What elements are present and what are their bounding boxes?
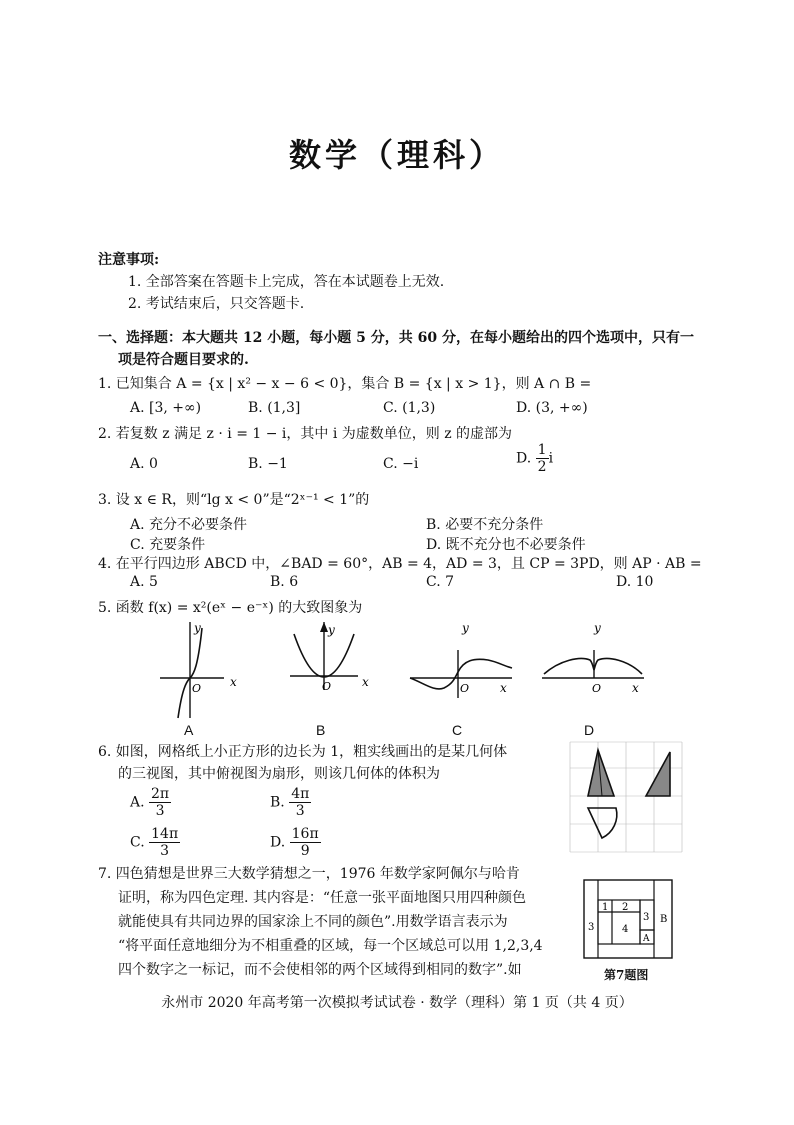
q1-option-a: A. [3, +∞): [130, 400, 202, 416]
section1-line2: 项是符合题目要求的.: [118, 352, 249, 368]
q7-fig-label-b: B: [660, 914, 668, 925]
q7-fig-label-3b: 3: [643, 912, 650, 923]
q2-option-d: [516, 442, 553, 475]
q5-a-axis-y: y: [194, 621, 201, 635]
q5-b-origin: O: [322, 680, 332, 693]
q6-c-numerator: 14π: [151, 826, 179, 842]
q7-line5: 四个数字之一标记，而不会使相邻的两个区域得到相同的数字”.如: [118, 962, 522, 978]
q6-d-denominator: 9: [300, 843, 310, 859]
q5-label-b: B: [316, 722, 326, 738]
q4-option-a: A. 5: [130, 574, 158, 590]
q3-stem: 3. 设 x ∈ R，则“lg x < 0”是“2ˣ⁻¹ < 1”的: [98, 492, 370, 508]
q4-stem: 4. 在平行四边形 ABCD 中，∠BAD = 60°，AB = 4，AD = 3，且 CP = 3PD，则 AP · AB =: [98, 556, 702, 572]
q6-option-b-letter: B.: [270, 794, 285, 811]
q3-option-d: D. 既不充分也不必要条件: [426, 537, 586, 553]
q6-c-denominator: 3: [160, 843, 170, 859]
q4-option-b: B. 6: [270, 574, 299, 590]
q3-option-c: C. 充要条件: [130, 537, 206, 553]
notes-item-2: 2. 考试结束后，只交答题卡.: [128, 296, 305, 312]
q7-line2: 证明，称为四色定理. 其内容是：“任意一张平面地图只用四种颜色: [118, 890, 527, 906]
q5-c-origin: O: [460, 682, 470, 695]
q2-option-d-fraction: [536, 442, 549, 475]
q6-option-b: [270, 786, 311, 819]
q3-option-b: B. 必要不充分条件: [426, 517, 544, 533]
notes-heading: 注意事项:: [98, 252, 160, 268]
q6-option-c: [130, 826, 180, 859]
q5-graph-d: [540, 620, 650, 720]
q7-fig-label-3: 3: [588, 922, 595, 933]
q5-graph-b: [286, 620, 376, 720]
q6-b-numerator: 4π: [291, 786, 310, 802]
q7-fig-label-1: 1: [602, 902, 609, 913]
q3-option-a: A. 充分不必要条件: [130, 517, 248, 533]
q5-stem: 5. 函数 f(x) = x²(eˣ − e⁻ˣ) 的大致图象为: [98, 600, 363, 616]
q7-fig-label-4: 4: [622, 924, 629, 935]
q5-d-axis-x: x: [632, 681, 639, 695]
q6-option-c-fraction: [149, 826, 180, 859]
q2-d-suffix: i: [548, 450, 554, 467]
q4-option-c: C. 7: [426, 574, 455, 590]
q2-d-numerator: 1: [537, 442, 547, 458]
q6-line1: 6. 如图，网格纸上小正方形的边长为 1，粗实线画出的是某几何体: [98, 744, 508, 760]
q5-graph-a: [158, 620, 248, 720]
q7-fig-label-2: 2: [622, 902, 629, 913]
q6-d-numerator: 16π: [291, 826, 319, 842]
q1-stem: 1. 已知集合 A = {x | x² − x − 6 < 0}，集合 B = {x | x > 1}，则 A ∩ B =: [98, 376, 592, 392]
q6-line2: 的三视图，其中俯视图为扇形，则该几何体的体积为: [118, 766, 440, 782]
q6-option-c-letter: C.: [130, 834, 145, 851]
q5-d-axis-y: y: [594, 621, 601, 635]
q4-option-d: D. 10: [616, 574, 654, 590]
q5-d-origin: O: [592, 682, 602, 695]
q6-option-b-fraction: [289, 786, 311, 819]
q7-map-figure: [580, 876, 680, 962]
q2-stem: 2. 若复数 z 满足 z · i = 1 − i，其中 i 为虚数单位，则 z 的虚部为: [98, 426, 513, 442]
q2-d-denominator: 2: [537, 459, 547, 475]
q6-option-d-letter: D.: [270, 834, 286, 851]
q7-fig-label-a: A: [643, 934, 650, 944]
page-footer: 永州市 2020 年高考第一次模拟考试试卷 · 数学（理科）第 1 页（共 4 页）: [161, 995, 633, 1011]
q7-line1: 7. 四色猜想是世界三大数学猜想之一，1976 年数学家阿佩尔与哈肯: [98, 866, 520, 882]
q5-a-axis-x: x: [230, 675, 237, 689]
notes-item-1: 1. 全部答案在答题卡上完成，答在本试题卷上无效.: [128, 274, 445, 290]
q5-graph-c: [408, 620, 528, 720]
q5-label-d: D: [584, 722, 595, 738]
q2-option-c: C. −i: [383, 456, 419, 472]
q2-option-b: B. −1: [248, 456, 288, 472]
q5-b-axis-y: y: [328, 623, 335, 637]
q5-b-axis-x: x: [362, 675, 369, 689]
q6-option-d-fraction: [290, 826, 321, 859]
q5-label-a: A: [184, 722, 194, 738]
q6-option-d: [270, 826, 321, 859]
q2-option-a: A. 0: [130, 456, 158, 472]
q5-label-c: C: [452, 722, 463, 738]
q1-option-b: B. (1,3]: [248, 400, 301, 416]
section1-line1: 一、选择题：本大题共 12 小题，每小题 5 分，共 60 分，在每小题给出的四个选项中，只有一: [98, 330, 694, 346]
q7-fig-caption: 第7题图: [604, 968, 649, 982]
q7-line4: “将平面任意地细分为不相重叠的区域，每一个区域总可以用 1,2,3,4: [118, 938, 543, 954]
q6-option-a: [130, 786, 171, 819]
q6-option-a-fraction: [149, 786, 171, 819]
q6-b-denominator: 3: [295, 803, 305, 819]
q7-line3: 就能使具有共同边界的国家涂上不同的颜色”.用数学语言表示为: [118, 914, 508, 930]
q6-three-view-figure: [566, 738, 686, 858]
q5-c-axis-x: x: [500, 681, 507, 695]
q6-a-numerator: 2π: [151, 786, 170, 802]
q6-option-a-letter: A.: [130, 794, 145, 811]
q1-option-d: D. (3, +∞): [516, 400, 588, 416]
q2-option-d-letter: D.: [516, 450, 532, 467]
page-title: 数学（理科）: [288, 136, 505, 174]
q6-a-denominator: 3: [155, 803, 165, 819]
q1-option-c: C. (1,3): [383, 400, 436, 416]
q5-a-origin: O: [192, 682, 202, 695]
q5-c-axis-y: y: [462, 621, 469, 635]
